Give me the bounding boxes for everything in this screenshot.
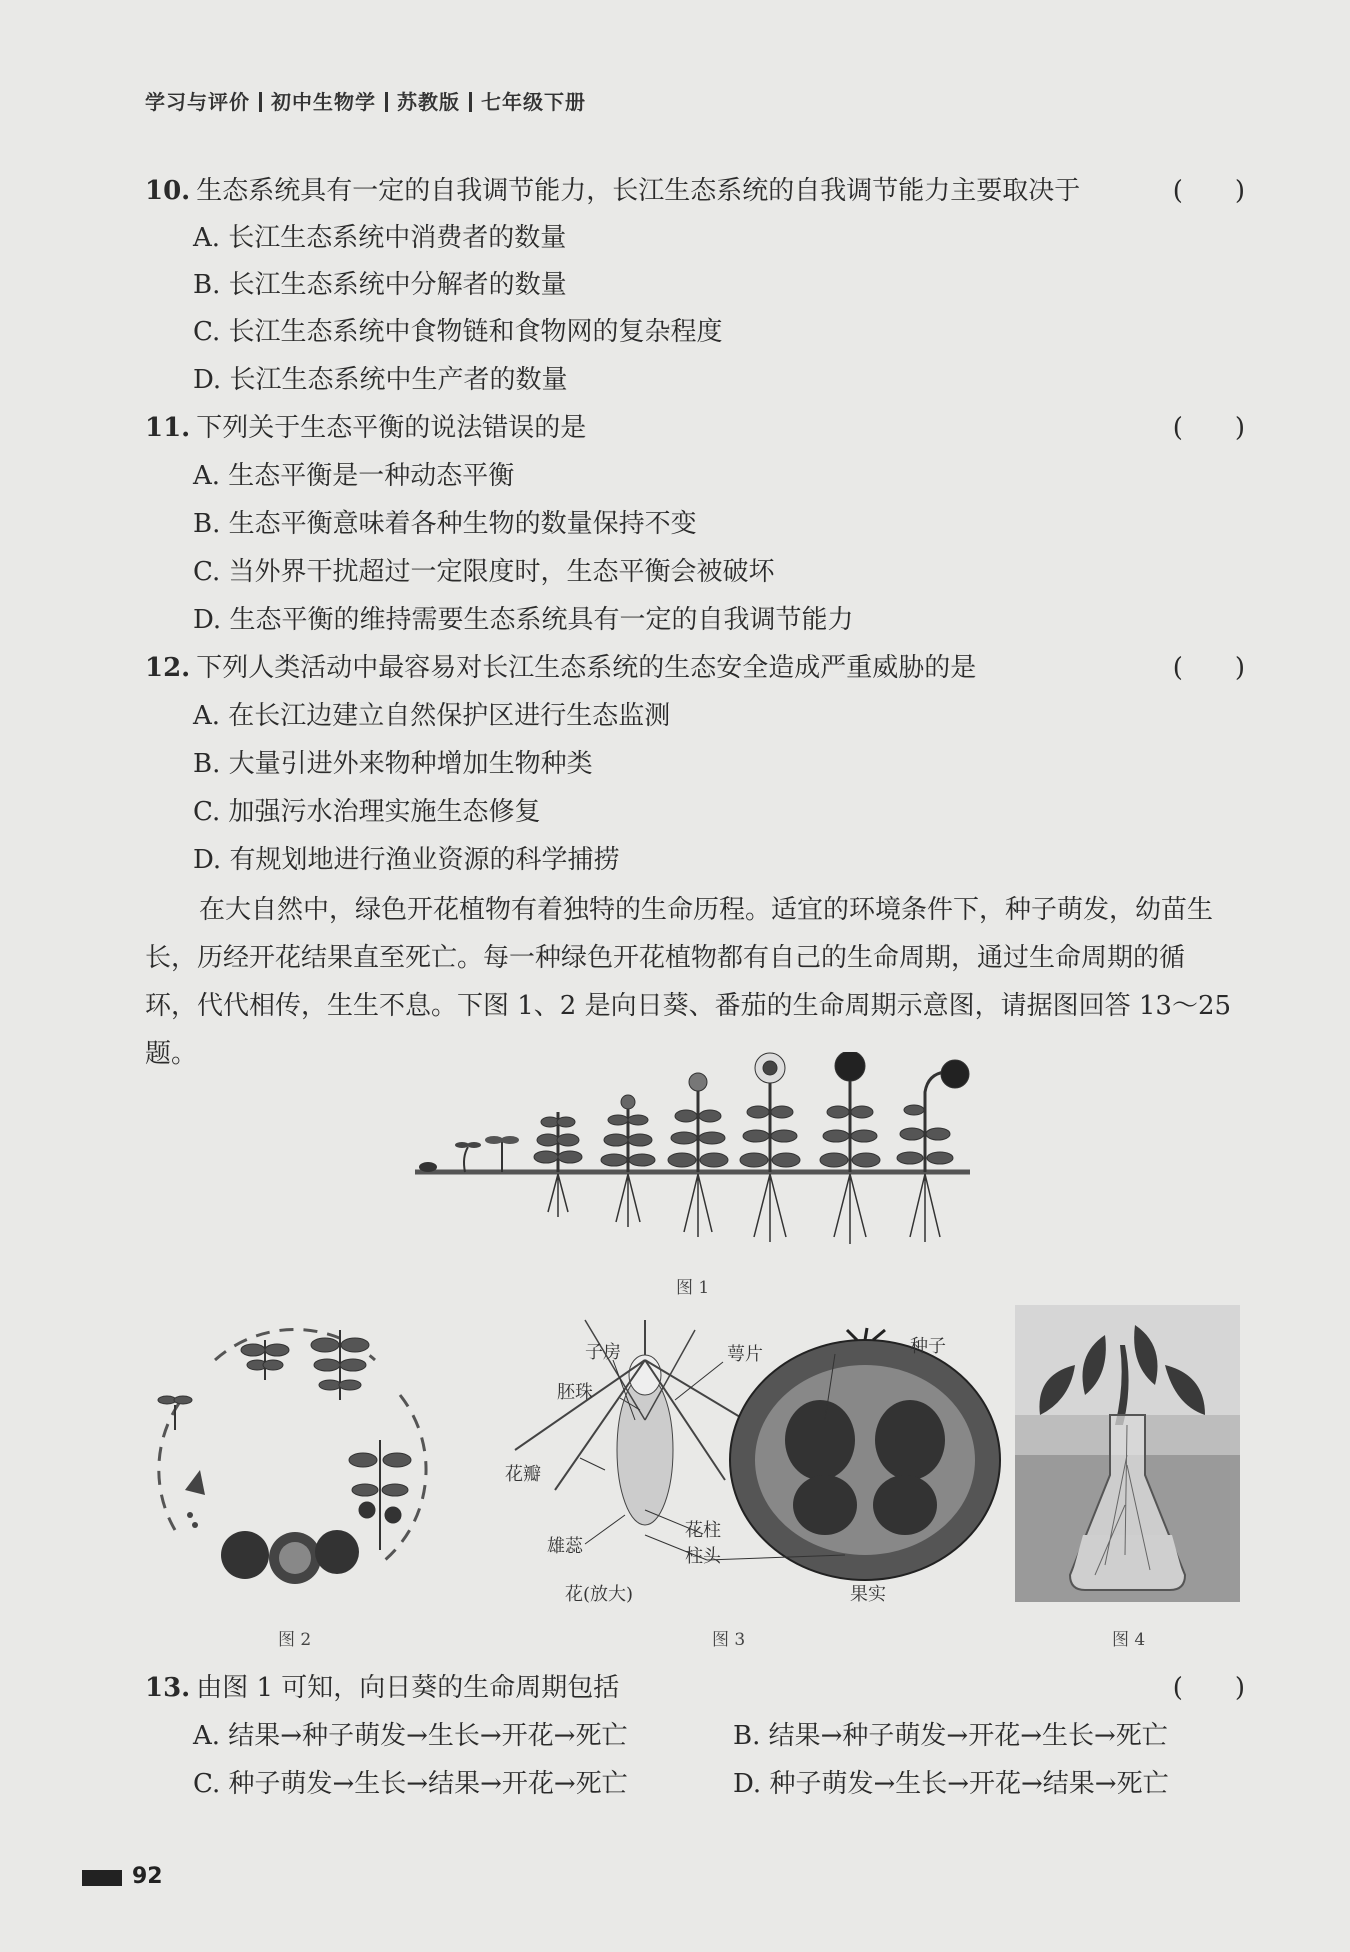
answer-blank[interactable]: ( ) — [1172, 176, 1245, 206]
option-c[interactable]: C. 加强污水治理实施生态修复 — [193, 797, 541, 827]
sunflower-withered-icon — [897, 1060, 969, 1242]
answer-blank[interactable]: ( ) — [1172, 653, 1245, 683]
passage-line: 环，代代相传，生生不息。下图 1、2 是向日葵、番茄的生命周期示意图，请据图回答 13～25 题。 — [145, 991, 1232, 1069]
option-d[interactable]: D. 种子萌发→生长→开花→结果→死亡 — [733, 1769, 1169, 1799]
figure-3-flower-and-fruit — [495, 1300, 1015, 1620]
option-c[interactable]: C. 种子萌发→生长→结果→开花→死亡 — [193, 1769, 628, 1799]
passage-line: 长，历经开花结果直至死亡。每一种绿色开花植物都有自己的生命周期，通过生命周期的循 — [145, 943, 1186, 973]
option-b[interactable]: B. 大量引进外来物种增加生物种类 — [193, 749, 593, 779]
question-number: 13. — [145, 1673, 191, 1703]
option-c[interactable]: C. 长江生态系统中食物链和食物网的复杂程度 — [193, 317, 723, 347]
question-number: 11. — [145, 413, 191, 443]
tomato-fruit-section-icon — [730, 1328, 1000, 1580]
option-d[interactable]: D. 有规划地进行渔业资源的科学捕捞 — [193, 845, 620, 875]
running-header — [145, 86, 586, 115]
answer-blank[interactable]: ( ) — [1172, 1673, 1245, 1703]
question-number: 10. — [145, 176, 191, 206]
label-seed: 种子 — [910, 1336, 946, 1357]
figure-4-plant-in-flask-photo — [1015, 1305, 1240, 1602]
question-13 — [145, 1670, 1245, 1706]
page-number: 92 — [132, 1864, 163, 1889]
tomato-fruit-icon — [221, 1530, 359, 1584]
sunflower-stage-3-icon — [668, 1073, 728, 1237]
figure-4-caption: 图 4 — [1112, 1630, 1146, 1650]
question-12 — [145, 650, 1245, 686]
fruiting-tomato-plant-icon — [349, 1440, 411, 1550]
question-10 — [145, 173, 1245, 209]
option-b[interactable]: B. 长江生态系统中分解者的数量 — [193, 270, 567, 300]
label-sepal: 萼片 — [727, 1344, 763, 1365]
question-number: 12. — [145, 653, 191, 683]
option-d[interactable]: D. 生态平衡的维持需要生态系统具有一定的自我调节能力 — [193, 605, 854, 635]
question-stem: 下列人类活动中最容易对长江生态系统的生态安全造成严重威胁的是 — [196, 653, 977, 683]
option-a[interactable]: A. 在长江边建立自然保护区进行生态监测 — [193, 701, 671, 731]
figure-2-tomato-life-cycle — [145, 1300, 445, 1600]
option-d[interactable]: D. 长江生态系统中生产者的数量 — [193, 365, 568, 395]
figure-1-sunflower-life-cycle — [410, 1052, 990, 1252]
header-separator — [259, 92, 262, 112]
header-edition: 苏教版 — [397, 90, 460, 114]
label-style: 花柱 — [685, 1520, 721, 1541]
header-separator — [385, 92, 388, 112]
option-a[interactable]: A. 结果→种子萌发→生长→开花→死亡 — [193, 1721, 628, 1751]
reading-passage — [145, 886, 1245, 1078]
page-number-bar — [82, 1870, 122, 1886]
sprout-icon — [464, 1147, 468, 1172]
figure-1-caption: 图 1 — [676, 1278, 710, 1298]
header-separator — [469, 92, 472, 112]
passage-line: 在大自然中，绿色开花植物有着独特的生命历程。适宜的环境条件下，种子萌发，幼苗生 — [199, 895, 1214, 925]
question-stem: 生态系统具有一定的自我调节能力，长江生态系统的自我调节能力主要取决于 — [196, 176, 1081, 206]
label-flower-enlarged: 花(放大) — [565, 1584, 634, 1605]
tomato-plant-icon — [311, 1330, 369, 1400]
header-book: 学习与评价 — [145, 90, 250, 114]
answer-blank[interactable]: ( ) — [1172, 413, 1245, 443]
label-ovary: 子房 — [585, 1342, 621, 1363]
label-petal: 花瓣 — [505, 1464, 541, 1485]
sunflower-stage-2-icon — [601, 1095, 655, 1227]
option-b[interactable]: B. 生态平衡意味着各种生物的数量保持不变 — [193, 509, 697, 539]
header-volume: 七年级下册 — [481, 90, 586, 114]
option-a[interactable]: A. 长江生态系统中消费者的数量 — [193, 223, 567, 253]
label-ovule: 胚珠 — [557, 1382, 593, 1403]
label-fruit: 果实 — [850, 1584, 886, 1605]
seed-sowing-icon — [185, 1470, 205, 1528]
option-c[interactable]: C. 当外界干扰超过一定限度时，生态平衡会被破坏 — [193, 557, 775, 587]
label-stigma: 柱头 — [685, 1546, 721, 1567]
seed-icon — [419, 1162, 437, 1172]
sunflower-stage-1-icon — [534, 1112, 582, 1217]
header-subject: 初中生物学 — [271, 90, 376, 114]
figure-3-caption: 图 3 — [712, 1630, 746, 1650]
sunflower-mature-icon — [820, 1052, 880, 1244]
option-a[interactable]: A. 生态平衡是一种动态平衡 — [193, 461, 515, 491]
option-b[interactable]: B. 结果→种子萌发→开花→生长→死亡 — [733, 1721, 1168, 1751]
sunflower-flowering-icon — [740, 1053, 800, 1242]
figure-2-caption: 图 2 — [278, 1630, 312, 1650]
question-stem: 由图 1 可知，向日葵的生命周期包括 — [196, 1673, 620, 1703]
question-11 — [145, 410, 1245, 446]
question-stem: 下列关于生态平衡的说法错误的是 — [196, 413, 587, 443]
seedling-icon — [158, 1396, 192, 1430]
young-tomato-plant-icon — [241, 1340, 289, 1380]
label-stamen: 雄蕊 — [547, 1536, 583, 1557]
tomato-flower-icon — [515, 1320, 745, 1525]
